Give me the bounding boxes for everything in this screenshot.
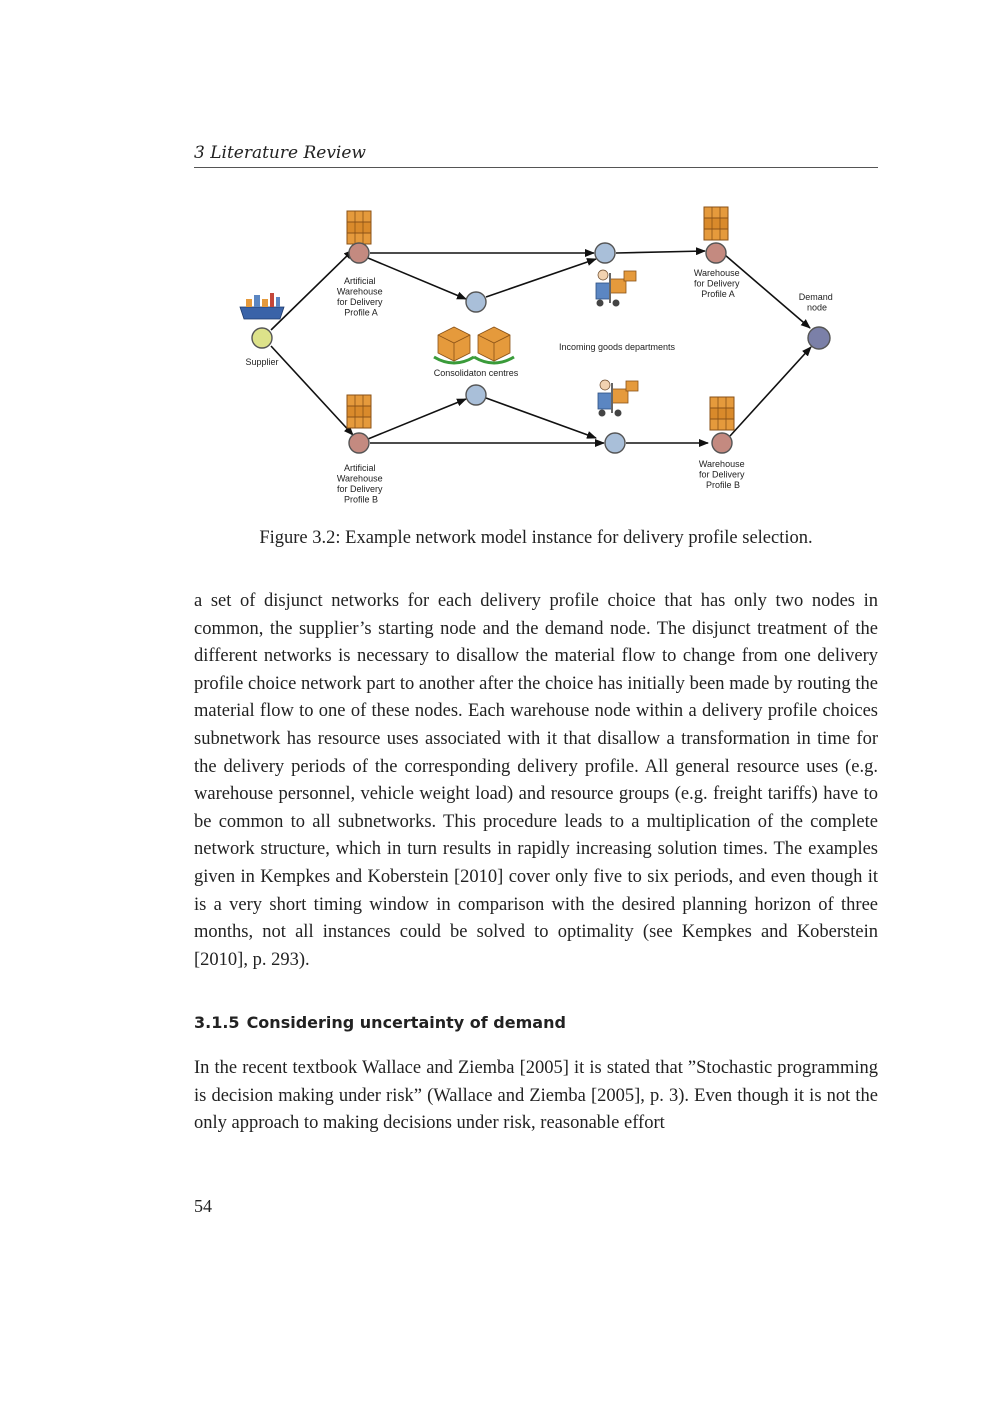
edge-consolidation-a-incoming-a xyxy=(486,259,596,297)
consolidation-node-a xyxy=(466,292,486,312)
figure-caption: Figure 3.2: Example network model instance for delivery profile selection. xyxy=(259,528,813,548)
warehouse-a-label: Warehouse for Delivery Profile A xyxy=(693,268,740,299)
edge-warehouse-a-demand xyxy=(725,255,810,328)
section-title: Considering uncertainty of demand xyxy=(246,1013,566,1032)
forklift-a-icon xyxy=(596,270,636,307)
consolidation-centre-icon xyxy=(474,327,514,363)
consolidation-centre-icon xyxy=(434,327,474,363)
body-paragraph: In the recent textbook Wallace and Ziemba [2005] it is stated that ”Stochastic programming is decision making under risk” (Wallace and Ziemba [2005], p. 3). Even though it is not the only approach to making decisions under risk, reasonable effort xyxy=(194,1058,878,1134)
body-paragraph: a set of disjunct networks for each delivery profile choice that has only two nodes in common, the supplier’s starting node and the demand node. The disjunct treatment of the different networks is necessary to disallow the material flow to change from one delivery profile choice network part to another after the choice has initially been made by routing the material flow to one of these nodes. Each warehouse node within a delivery profile choices subnetwork has resource uses associated with it that disallow a transformation in time for the delivery periods of the corresponding delivery profile. All general resource uses (e.g. warehouse personnel, vehicle weight load) and resource groups (e.g. freight tariffs) have to be common to all subnetworks. This procedure leads to a multiplication of the complete network structure, which in turn results in rapidly increasing solution times. The examples given in Kempkes and Koberstein [2010] cover only five to six periods, and even though it is a very short timing window in comparison with the desired planning horizon of three months, not all instances could be solved to optimality (see Kempkes and Koberstein [2010], p. 293). xyxy=(194,591,878,970)
running-header: 3 Literature Review xyxy=(194,143,878,168)
artificial-warehouse-a-node xyxy=(349,243,369,263)
page-number: 54 xyxy=(194,1196,212,1216)
artificial-warehouse-a-label: Artificial Warehouse for Delivery Profile A xyxy=(336,276,383,318)
incoming-goods-node-b xyxy=(605,433,625,453)
supplier-label: Supplier xyxy=(245,357,279,367)
consolidation-centres-label: Consolidaton centres xyxy=(433,368,519,378)
edge-artificial-b-consolidation-b xyxy=(368,399,466,439)
warehouse-b-label: Warehouse for Delivery Profile B xyxy=(698,459,745,490)
demand-node-label: Demand node xyxy=(798,292,833,313)
forklift-b-icon xyxy=(598,380,638,417)
artificial-warehouse-b-node xyxy=(349,433,369,453)
ship-icon xyxy=(240,293,284,319)
edge-consolidation-b-incoming-b xyxy=(486,398,596,438)
warehouse-b-node xyxy=(712,433,732,453)
incoming-goods-label: Incoming goods departments xyxy=(558,342,676,352)
artificial-warehouse-a-boxes-icon xyxy=(347,211,371,244)
consolidation-node-b xyxy=(466,385,486,405)
incoming-goods-node-a xyxy=(595,243,615,263)
warehouse-a-boxes-icon xyxy=(704,207,728,240)
section-heading xyxy=(194,1013,878,1032)
edge-supplier-artificial-b xyxy=(271,346,353,435)
artificial-warehouse-b-label: Artificial Warehouse for Delivery Profile B xyxy=(336,463,383,505)
section-number: 3.1.5 xyxy=(194,1013,240,1032)
supplier-node xyxy=(252,328,272,348)
network-figure xyxy=(194,195,878,515)
edge-incoming-a-warehouse-a xyxy=(616,251,705,253)
warehouse-b-boxes-icon xyxy=(710,397,734,430)
demand-node xyxy=(808,327,830,349)
edge-warehouse-b-demand xyxy=(730,347,811,436)
artificial-warehouse-b-boxes-icon xyxy=(347,395,371,428)
warehouse-a-node xyxy=(706,243,726,263)
